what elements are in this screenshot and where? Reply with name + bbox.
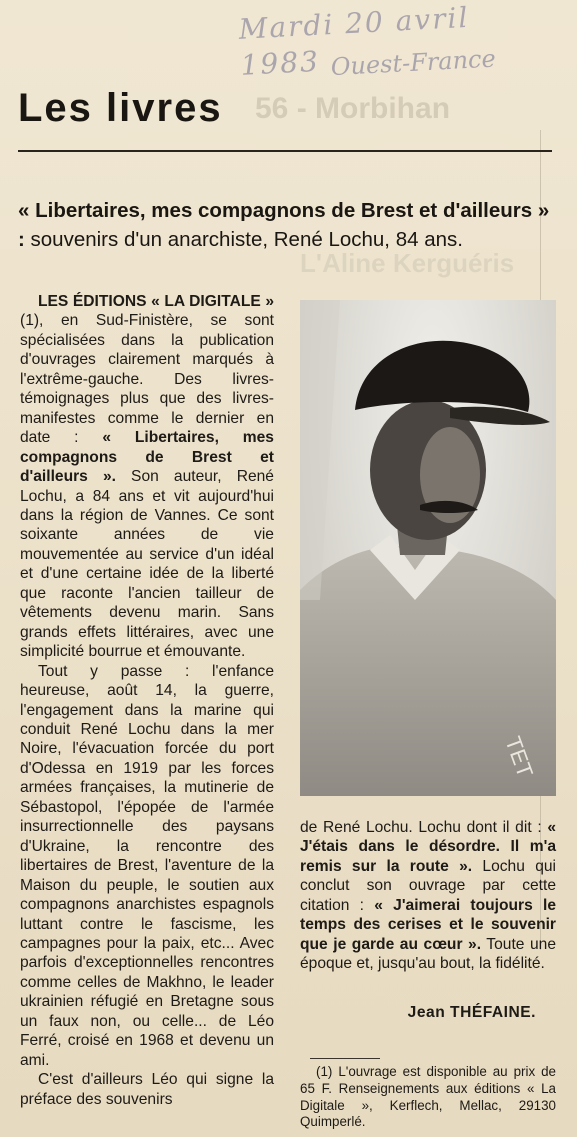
- article-paragraph-2: Tout y passe : l'enfance heureuse, août 14, la guerre, l'engagement dans la marine qui conduit René Lochu dans la mer Noire, l'évacuation forcée du port d'Odessa en 1919 par les forces armées françaises, la mutinerie de Sébastopol, l'épopée de l'armée insurrectionnelle des paysans d'Ukraine, la rencontre des libertaires de Brest, l'aventure de la Maison du peuple, le soutien aux compagnons anarchistes espagnols luttant contre le fascisme, les campagnes pour la paix, etc... Avec parfois d'exceptionnelles rencontres comme celles de Makhno, le leader ukrainien réfugié en Bretagne sous un faux non, ou celle... de Léo Ferré, croisé en 1968 et devenu un ami.: [20, 662, 274, 1069]
- publisher-lead: LES ÉDITIONS « LA DIGITALE »: [38, 293, 274, 310]
- footnote-rule: [310, 1058, 380, 1059]
- article-column-right: [300, 818, 556, 974]
- headline-bold: « Libertaires, mes compagnons de Brest et d'ailleurs » :: [18, 199, 550, 251]
- section-title: Les livres: [18, 86, 223, 130]
- article-column-left: [20, 292, 274, 1109]
- author-portrait-photo: [300, 300, 556, 796]
- bleed-through-text-middle: L'Aline Kerguéris: [300, 248, 515, 278]
- paragraph-1-text-b: Son auteur, René Lochu, a 84 ans et vit aujourd'hui dans la région de Vannes. Ce sont soixante années de vie mouvementée au service d'un idéal et d'une certaine idée de la liberté que raconte l'ancien tailleur de vêtements devenu marin. Sans grands effets littéraires, avec une simplicité bourrue et émouvante.: [20, 468, 274, 661]
- continuation-text-a: de René Lochu. Lochu dont il dit :: [300, 819, 548, 836]
- handwritten-source: Ouest-France: [330, 44, 497, 82]
- continuation-text-c: Toute une époque et, jusqu'au bout, la fidélité.: [300, 935, 556, 973]
- portrait-illustration: [300, 300, 556, 796]
- article-paragraph-3: C'est d'ailleurs Léo qui signe la préface des souvenirs: [20, 1071, 274, 1108]
- article-headline: [18, 196, 558, 254]
- author-signature: Jean THÉFAINE.: [407, 1004, 536, 1021]
- book-title: « Libertaires, mes compagnons de Brest et d'ailleurs ».: [20, 429, 274, 486]
- shirt-lettering: TET: [500, 733, 539, 781]
- cap-shape: [355, 341, 529, 412]
- paragraph-1-text-a: (1), en Sud-Finistère, se sont spécialisées dans la publication d'ouvrages clairement marqués à l'extrême-gauche. Des livres-témoignages plus que des livres-manifestes comme le dernier en date :: [20, 312, 274, 447]
- ferre-quote: « J'étais dans le désordre. Il m'a remis sur la route ».: [300, 819, 556, 875]
- shadow-left: [300, 300, 340, 600]
- section-rule: [18, 150, 552, 152]
- headline-rest: souvenirs d'un anarchiste, René Lochu, 84 ans.: [24, 228, 463, 251]
- closing-quote: « J'aimerai toujours le temps des cerises et le souvenir que je garde au cœur ».: [300, 896, 557, 953]
- handwritten-date: Mardi 20 avril 1983: [237, 0, 471, 82]
- continuation-text-b: Lochu qui conclut son ouvrage par cette citation :: [300, 857, 556, 914]
- bleed-through-text-top: 56 - Morbihan: [255, 92, 451, 125]
- article-paragraph-1: [20, 292, 274, 662]
- footnote: (1) L'ouvrage est disponible au prix de 65 F. Renseignements aux éditions « La Digitale », Kerflech, Mellac, 29130 Quimperlé.: [300, 1064, 556, 1130]
- handwritten-annotation: [228, 0, 552, 102]
- article-continuation: [300, 818, 556, 974]
